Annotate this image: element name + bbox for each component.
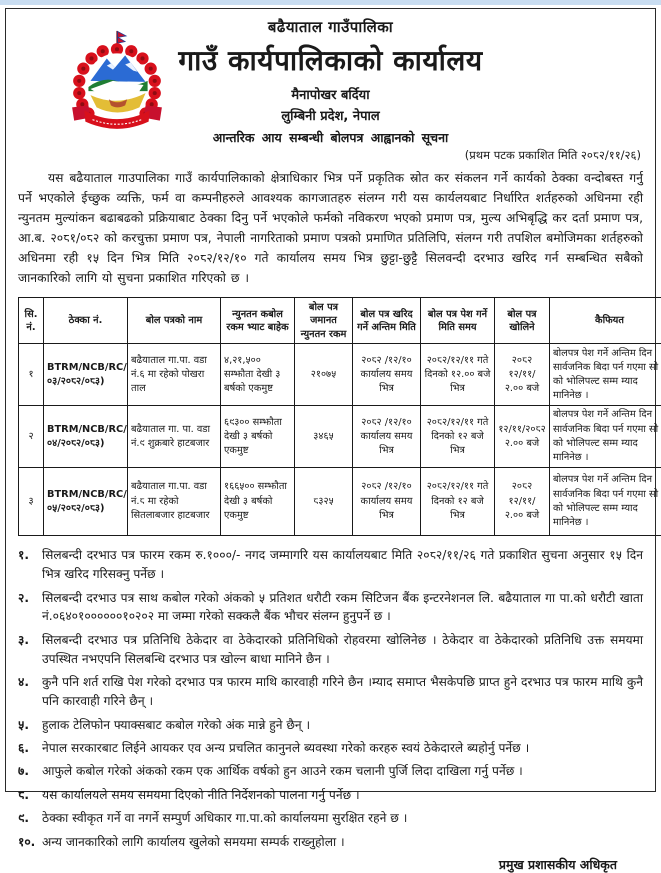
cell-contract-no: BTRM/NCB/RC/ ०५/२०८२/०८३) (44, 468, 128, 536)
table-row (19, 344, 661, 406)
cell-sn: २ (19, 406, 44, 468)
cell-min-amount: ४,२१,५०० सम्झौता देखी ३ बर्षको एकमुष्ट (221, 344, 295, 406)
col-header-opening: बोल पत्र खोलिने (495, 298, 550, 344)
office-place: मैनापोखर बर्दिया (18, 85, 643, 103)
col-header-submit-datetime: बोल पत्र पेश गर्ने मिति समय (421, 298, 495, 344)
cell-deposit: ३४६५ (295, 406, 353, 468)
col-header-deposit: बोल पत्र जमानत न्युनतन रकम (295, 298, 353, 344)
cell-sn: १ (19, 344, 44, 406)
term-text: सिलबन्दी दरभाउ पत्र साथ कबोल गरेको अंकको ५ प्रतिशत धरौटी रकम सिटिजन बैंक इन्टरनेशनल लि. बढैयाताल गा पा.को धरौटी खाता नं.०६४०१००००००१०२०२ मा जम्मा गरेको सक्कलै बैंक भौचर संलग्न हुनुपर्ने छ । (42, 589, 643, 627)
document-header (18, 15, 643, 146)
cell-purchase-date: २०८२ /१२/१० कार्यालय समय भित्र (353, 406, 421, 468)
cell-deposit: २१०७५ (295, 344, 353, 406)
col-header-contract-no: ठेक्का नं. (44, 298, 128, 344)
term-number: ४. (18, 673, 42, 711)
cell-remarks: बोलपत्र पेश गर्ने अन्तिम दिन सार्वजनिक बिदा पर्न गएमा सो को भोलिपल्ट सम्म म्याद मानिनेछ । (550, 468, 661, 536)
terms-list (18, 546, 643, 851)
term-item (18, 762, 643, 781)
col-header-remarks: कैफियत (550, 298, 661, 344)
term-text: यस कार्यालयले समय समयमा दिएको नीति निर्देशनको पालना गर्नु पर्नेछ । (42, 786, 643, 805)
cell-submit-datetime: २०८२/१२/११ गते दिनको १२ बजे भित्र (421, 468, 495, 536)
term-item (18, 833, 643, 852)
term-text: ठेक्का स्वीकृत गर्ने वा नगर्ने सम्पुर्ण अधिकार गा.पा.को कार्यालयमा सुरक्षित रहने छ । (42, 809, 643, 828)
cell-opening: १२/११/२०८२ २.०० बजे (495, 406, 550, 468)
table-row (19, 406, 661, 468)
term-text: सिलबन्दी दरभाउ पत्र प्रतिनिधि ठेकेदार वा ठेकेदारको प्रतिनिधिको रोहवरमा खोलिनेछ । ठेकेदार वा ठेकेदारको प्रतिनिधि उक्त समयमा उपस्थित नभएपनि सिलबन्धि दरभाउ पत्र खोल्न बाधा मानिने छैन । (42, 631, 643, 669)
term-text: अन्य जानकारिको लागि कार्यालय खुलेको समयमा सम्पर्क राख्नुहोला । (42, 833, 643, 852)
cell-purchase-date: २०८२ /१२/१० कार्यालय समय भित्र (353, 468, 421, 536)
notice-title: आन्तरिक आय सम्बन्धी बोलपत्र आह्वानको सूचना (18, 129, 643, 146)
cell-submit-datetime: २०८२/१२/११ गते दिनको १२.०० बजे भित्र (421, 344, 495, 406)
term-item (18, 673, 643, 711)
term-number: ७. (18, 762, 42, 781)
office-province: लुम्बिनी प्रदेश, नेपाल (18, 106, 643, 124)
cell-submit-datetime: २०८२/१२/११ गते दिनको १२ बजे भित्र (421, 406, 495, 468)
term-text: कुनै पनि शर्त राखि पेश गरेको दरभाउ पत्र फारम माथि कारवाही गरिने छैन ।म्याद समाप्त भैसकेपछि प्राप्त हुने दरभाउ पत्र फारम माथि कुनै पनि कारवाही गरिने छैन् । (42, 673, 643, 711)
col-header-bid-name: बोल पत्रको नाम (128, 298, 221, 344)
cell-bid-name: बढैयाताल गा.पा. वडा नं.६ मा रहेको पोखरा ताल (128, 344, 221, 406)
term-number: ६. (18, 739, 42, 758)
cell-contract-no: BTRM/NCB/RC/ ०४/२०८२/०८३) (44, 406, 128, 468)
term-item (18, 786, 643, 805)
municipality-name: बढैयाताल गाउँपालिका (18, 17, 643, 37)
term-item (18, 739, 643, 758)
window-edge (0, 0, 661, 5)
cell-remarks: बोलपत्र पेश गर्ने अन्तिम दिन सार्वजनिक बिदा पर्न गएमा सो को भोलिपल्ट सम्म म्याद मानिनेछ । (550, 406, 661, 468)
term-number: १०. (18, 833, 42, 852)
cell-sn: ३ (19, 468, 44, 536)
term-text: सिलबन्दी दरभाउ पत्र फारम रकम रु.१०००/- नगद जम्मागरि यस कार्यालयबाट मिति २०८२/११/२६ गते प्रकाशित सुचना अनुसार १५ दिन भित्र खरिद गरिसक्नु पर्नेछ । (42, 546, 643, 584)
term-number: ५. (18, 716, 42, 735)
cell-opening: २०८२ १२/११/ २.०० बजे (495, 344, 550, 406)
cell-bid-name: बढैयाताल गा.पा. वडा नं.८ मा रहेको सितलाबजार हाटबजार (128, 468, 221, 536)
term-item (18, 716, 643, 735)
term-text: हुलाक टेलिफोन फ्याक्सबाट कबोल गरेको अंक मान्ने हुने छैन् । (42, 716, 643, 735)
bid-table (18, 297, 661, 536)
cell-contract-no: BTRM/NCB/RC/ ०३/२०८२/०८३) (44, 344, 128, 406)
cell-min-amount: ६९३०० सम्झौता देखी ३ बर्षको एकमुष्ट (221, 406, 295, 468)
term-number: ९. (18, 809, 42, 828)
term-number: १. (18, 546, 42, 584)
cell-bid-name: बढैयाताल गा. पा. वडा नं.९ शुक्रबारे हाटबजार (128, 406, 221, 468)
term-item (18, 809, 643, 828)
table-row (19, 468, 661, 536)
term-item (18, 631, 643, 669)
term-item (18, 589, 643, 627)
col-header-sn: सि. नं. (19, 298, 44, 344)
col-header-purchase-date: बोल पत्र खरिद गर्ने अन्तिम मिति (353, 298, 421, 344)
cell-deposit: ८३२५ (295, 468, 353, 536)
term-number: ३. (18, 631, 42, 669)
notice-document (5, 8, 656, 792)
cell-purchase-date: २०८२ /१२/१० कार्यालय समय भित्र (353, 344, 421, 406)
table-header-row (19, 298, 661, 344)
term-number: २. (18, 589, 42, 627)
term-item (18, 546, 643, 584)
cell-min-amount: १६६५०० सम्झौता देखी ३ बर्षको एकमुष्ट (221, 468, 295, 536)
term-text: आफुले कबोल गरेको अंकको रकम एक आर्थिक वर्षको हुन आउने रकम चलानी पुर्जि लिदा दाखिला गर्नु पर्नेछ । (42, 762, 643, 781)
term-text: नेपाल सरकारबाट लिईने आयकर एव अन्य प्रचलित कानुनले ब्यवस्था गरेको करहरु स्वयं ठेकेदारले ब्यहोर्नु पर्नेछ । (42, 739, 643, 758)
first-publish-date: (प्रथम पटक प्रकाशित मिति २०८२/११/२६) (18, 148, 643, 163)
cell-opening: २०८२ १२/११/ २.०० बजे (495, 468, 550, 536)
office-title: गाउँ कार्यपालिकाको कार्यालय (18, 41, 643, 79)
signatory-title: प्रमुख प्रशासकीय अधिकृत (18, 856, 643, 873)
nepal-government-emblem-icon (66, 29, 168, 145)
cell-remarks: बोलपत्र पेश गर्ने अन्तिम दिन सार्वजनिक बिदा पर्न गएमा सो को भोलिपल्ट सम्म म्याद मानिनेछ । (550, 344, 661, 406)
term-number: ८. (18, 786, 42, 805)
intro-paragraph: यस बढैयाताल गाउपालिका गाउँ कार्यपालिकाको क्षेत्राधिकार भित्र पर्ने प्रकृतिक स्रोत कर संकलन गर्ने कार्यको ठेक्का वन्दोबस्त गर्नु पर्ने भएकोले ईच्छुक व्यक्ति, फर्म वा कम्पनीहरुले आवश्यक कागजातहरु संलग्न गरी यस कार्यलयबाट निर्धारित शर्तहरुको अधिनमा रही न्युनतम मुल्यांकन बढाबढको प्रक्रियाबाट ठेक्का दिनु पर्ने भएकोले फर्मको नविकरण भएको प्रमाण पत्र, मुल्य अभिबृद्धि कर दर्ता प्रमाण पत्र, आ.ब. २०८१/०८२ को करचुक्ता प्रमाण पत्र, नेपाली नागरिताको प्रमाण पत्रको प्रमाणित प्रतिलिपि, संलग्न गरी तपशिल बमोजिमका शर्तहरुको अधिनमा रही १५ दिन भित्र मिति २०८२/१२/१० गते कार्यालय समय भित्र छुट्टा-छुट्टै सिलवन्दी दरभाउ खरिद गर्न सम्बन्धित सबैको जानकारिको लागि यो सुचना प्रकाशित गरिएको छ । (18, 169, 643, 288)
col-header-min-amount: न्युनतन कबोल रकम भ्याट बाहेक (221, 298, 295, 344)
